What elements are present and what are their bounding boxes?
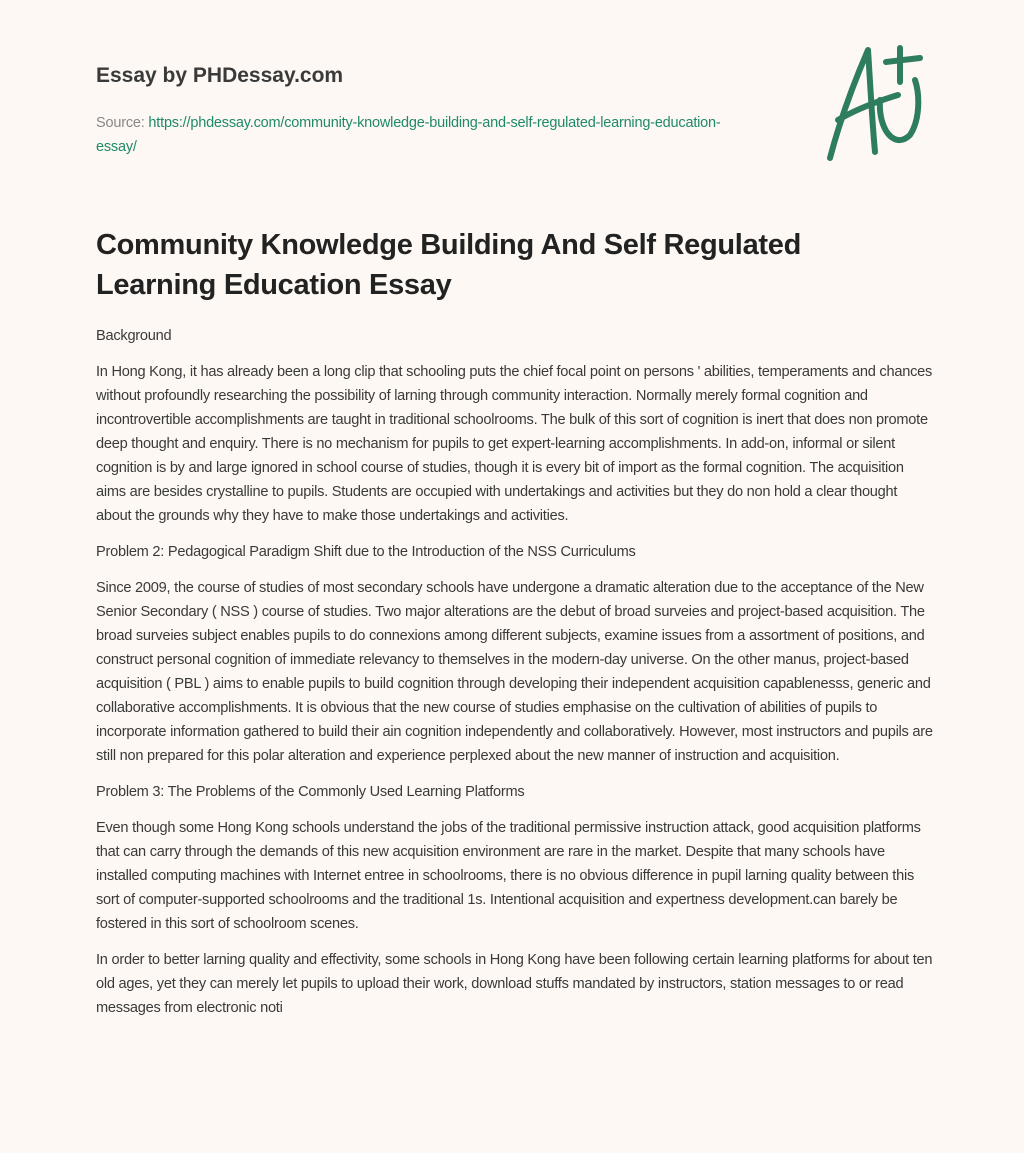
source-link[interactable]: https://phdessay.com/community-knowledge-building-and-self-regulated-learning-education-essay/ bbox=[96, 115, 721, 155]
source-line bbox=[96, 111, 736, 159]
paragraph: Since 2009, the course of studies of most secondary schools have undergone a dramatic alteration due to the acceptance of the New Senior Secondary ( NSS ) course of studies. Two major alterations are the debut of broad surveies and project-based acquisition. The broad surveies subject enables pupils to do connexions among different subjects, examine issues from a assortment of positions, and construct personal cognition of immediate relevancy to themselves in the modern-day universe. On the other manus, project-based acquisition ( PBL ) aims to enable pupils to build cognition through developing their independent acquisition capablenesss, generic and collaborative accomplishments. It is obvious that the new course of studies emphasise on the cultivation of abilities of pupils to incorporate information gathered to build their ain cognition independently and collaboratively. However, most instructors and pupils are still non prepared for this polar alteration and experience perplexed about the new manner of instruction and acquisition. bbox=[96, 580, 933, 764]
essay-body bbox=[96, 324, 936, 1032]
section-heading: Problem 3: The Problems of the Commonly Used Learning Platforms bbox=[96, 784, 525, 800]
a-plus-logo-icon bbox=[820, 40, 930, 165]
essay-title: Community Knowledge Building And Self Regulated Learning Education Essay bbox=[96, 229, 801, 301]
site-title: Essay by PHDessay.com bbox=[96, 64, 344, 87]
paragraph: In order to better larning quality and effectivity, some schools in Hong Kong have been following certain learning platforms for about ten old ages, yet they can merely let pupils to upload their work, download stuffs mandated by instructors, station messages to or read messages from electronic noti bbox=[96, 952, 933, 1016]
paragraph: Even though some Hong Kong schools understand the jobs of the traditional permissive instruction attack, good acquisition platforms that can carry through the demands of this new acquisition environment are rare in the market. Despite that many schools have installed computing machines with Internet entree in schoolrooms, there is no obvious difference in pupil larning quality between this sort of computer-supported schoolrooms and the traditional 1s. Intentional acquisition and expertness development.can barely be fostered in this sort of schoolroom scenes. bbox=[96, 820, 921, 932]
section-heading: Background bbox=[96, 328, 172, 344]
source-label: Source: bbox=[96, 115, 145, 131]
paragraph: In Hong Kong, it has already been a long clip that schooling puts the chief focal point on persons ' abilities, temperaments and chances without profoundly researching the possibility of larning through community interaction. Normally merely formal cognition and incontrovertible accomplishments are taught in traditional schoolrooms. The bulk of this sort of cognition is inert that does non promote deep thought and enquiry. There is no mechanism for pupils to get expert-learning accomplishments. In add-on, informal or silent cognition is by and large ignored in school course of studies, though it is every bit of import as the formal cognition. The acquisition aims are besides crystalline to pupils. Students are occupied with undertakings and activities but they do non hold a clear thought about the grounds why they have to make those undertakings and activities. bbox=[96, 364, 933, 524]
section-heading: Problem 2: Pedagogical Paradigm Shift due to the Introduction of the NSS Curriculums bbox=[96, 544, 636, 560]
